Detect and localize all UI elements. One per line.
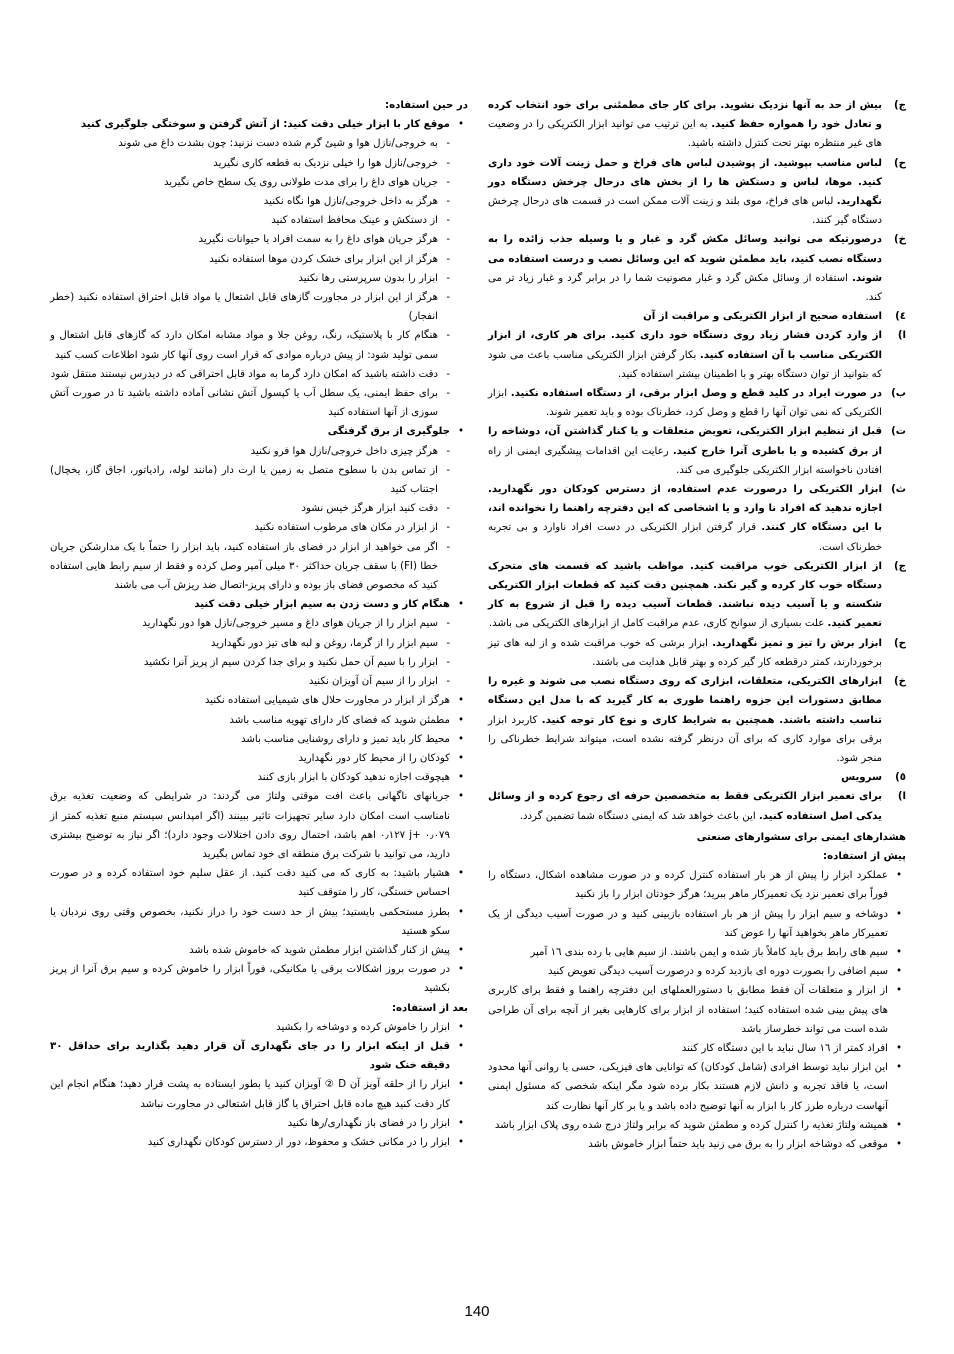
item-marker: خ)	[894, 234, 906, 246]
dash-marker: -	[446, 196, 450, 208]
item-text	[488, 480, 882, 557]
bullet-marker: •	[457, 791, 464, 803]
bullet-marker: •	[895, 946, 902, 958]
dash-marker: -	[446, 234, 450, 246]
item-text	[488, 787, 882, 825]
item-text	[488, 154, 882, 231]
item-body-text: علت بسیاری از سوانح کاری، عدم مراقبت کامل از ابزارهای الکتریکی می باشد.	[488, 618, 828, 630]
bullet-marker: •	[457, 1136, 464, 1148]
bullet-text: مطمئن شوید که فضای کار دارای تهویه مناسب باشد	[229, 714, 450, 726]
dash-text: هرگز از این ابزار برای خشک کردن موها استفاده نکنید	[209, 253, 438, 265]
numbered-item	[488, 307, 906, 326]
bullet-marker: •	[895, 870, 902, 882]
bullet-marker: •	[457, 1021, 464, 1033]
item-body-text: رعایت این اقدامات پیشگیری ایمنی از راه افتادن ناخواسته ابزار الکتریکی جلوگیری می کند.	[488, 445, 882, 476]
dash-item	[50, 211, 468, 230]
bullet-marker: •	[457, 714, 464, 726]
bullet-text: این ابزار نباید توسط افرادی (شامل کودکان) که توانایی های فیزیکی، حسی یا روانی آنها محدود است، یا فاقد تجربه و دانش لازم هستند بکار برده شود مگر اینکه شخصی که مسئول ایمنی آنهاست درباره طرز کار با ابزار به آنها توضیح داده باشد و یا بر کار آنها نظارت کند	[488, 1062, 888, 1112]
dash-text: ابزار را از سیم آن آویزان نکنید	[308, 676, 438, 688]
page-number: 140	[464, 1303, 490, 1320]
item-bold-text: برای تعمیر ابزار الکتریکی فقط به متخصصین حرفه ای رجوع کرده و از وسائل یدکی اصل استفاده کنید.	[488, 791, 882, 822]
bullet-text: جلوگیری از برق گرفتگی	[327, 426, 450, 438]
bullet-marker: •	[457, 964, 464, 976]
bullet-marker: •	[895, 1119, 902, 1131]
bullet-item	[50, 730, 468, 749]
bullet-text: هرگز از ابزار در مجاورت حلال های شیمیایی استفاده نکنید	[204, 695, 450, 707]
dash-marker: -	[446, 272, 450, 284]
dash-item	[50, 538, 468, 596]
dash-text: هنگام کار با پلاستیک، رنگ، روغن جلا و مواد مشابه امکان دارد که گازهای قابل اشتعال و سمی تولید شود: از پیش درباره موادی که قرار است روی آنها کار شود اطلاعات کسب کنید	[50, 330, 438, 361]
item-body-text: ابزار الکتریکی که نمی توان آنها را قطع و وصل کرد، خطرناک بوده و باید تعمیر شوند.	[488, 388, 882, 419]
dash-item	[50, 518, 468, 537]
numbered-item	[488, 787, 906, 825]
numbered-item	[488, 230, 906, 307]
dash-marker: -	[446, 176, 450, 188]
dash-item	[50, 288, 468, 326]
item-bold-text: استفاده صحیح از ابزار الکتریکی و مراقبت از آن	[643, 311, 882, 323]
bullet-item	[50, 903, 468, 941]
numbered-item	[488, 154, 906, 231]
dash-text: خروجی/نازل هوا را خیلی نزدیک به قطعه کاری نگیرید	[213, 157, 438, 169]
left-column	[50, 96, 468, 1152]
item-body-text: این باعث خواهد شد که ایمنی دستگاه شما تضمین گردد.	[519, 810, 759, 822]
item-bold-text: درصورتیکه می توانید وسائل مکش گرد و غبار و یا وسیله جذب زائده را به دستگاه نصب کنید، باید مطمئن شوید که این وسائل نصب و درست استفاده می شوند.	[488, 234, 882, 284]
item-bold-text: لباس مناسب بپوشید. از پوشیدن لباس های فراخ و حمل زینت آلات خود داری کنید. موها، لباس و دستکش ها را از بخش های درحال چرخش دستگاه دور نگهدارید.	[488, 157, 882, 208]
item-text	[488, 634, 882, 672]
item-marker: ب)	[891, 388, 906, 400]
dash-text: دقت داشته باشید که امکان دارد گرما به مواد قابل احتراقی که در دیدرس نیستند منتقل شود	[50, 368, 438, 380]
item-bold-text: ابزار الکتریکی را درصورت عدم استفاده، از دسترس کودکان دور نگهدارید. اجازه ندهید که افراد نا وارد و یا اشخاصی که این دفترچه راهنما را نخوانده اند، با این دستگاه کار کنند.	[488, 484, 882, 534]
item-text	[488, 230, 882, 307]
bullet-marker: •	[457, 1117, 464, 1129]
section-heading: هشدارهای ایمنی برای سشوارهای صنعتی	[696, 831, 906, 843]
bullet-marker: •	[457, 752, 464, 764]
dash-item	[50, 192, 468, 211]
bullet-item	[50, 941, 468, 960]
numbered-item	[488, 634, 906, 672]
dash-item	[50, 365, 468, 384]
item-body-text: قرار گرفتن ابزار الکتریکی در دست افراد ناوارد و بی تجربه خطرناک است.	[488, 522, 882, 553]
dash-marker: -	[446, 656, 450, 668]
dash-text: از ابزار در مکان های مرطوب استفاده نکنید	[254, 522, 438, 534]
dash-marker: -	[446, 330, 450, 342]
numbered-item	[488, 384, 906, 422]
bullet-item	[50, 691, 468, 710]
item-body-text: لباس های فراخ، موی بلند و زینت آلات ممکن است در قسمت های درحال چرخش دستگاه گیر کنند.	[488, 196, 882, 227]
dash-text: هرگز از این ابزار در مجاورت گازهای قابل اشتعال یا مواد قابل احتراق استفاده نکنید (خطر انفجار)	[50, 292, 438, 323]
numbered-item	[488, 557, 906, 634]
bullet-text: ابزار را در فضای باز نگهداری/رها نکنید	[287, 1117, 450, 1129]
numbered-item	[488, 422, 906, 480]
bullet-marker: •	[895, 908, 902, 920]
bullet-text: افراد کمتر از ١٦ سال نباید با این دستگاه کار کنند	[681, 1042, 888, 1054]
item-body-text: کاربرد ابزار برقی برای موارد کاری که برای آن درنظر گرفته نشده است، میتواند شرایط خطرناکی را منجر شود.	[488, 714, 882, 764]
bullet-item	[488, 943, 906, 962]
bullet-item	[50, 1133, 468, 1152]
dash-item	[50, 134, 468, 153]
bullet-item	[488, 1135, 906, 1154]
item-text	[488, 384, 882, 422]
item-text	[488, 672, 882, 768]
dash-marker: -	[446, 464, 450, 476]
bullet-item	[50, 1037, 468, 1075]
bullet-text: سیم اضافی را بصورت دوره ای بازدید کرده و درصورت آسیب دیدگی تعویض کنید	[547, 966, 888, 978]
bullet-item	[488, 1039, 906, 1058]
bullet-text: کودکان را از محیط کار دور نگهدارید	[298, 752, 450, 764]
item-bold-text: در صورت ایراد در کلید قطع و وصل ابزار برقی، از دستگاه استفاده نکنید.	[510, 388, 882, 400]
bullet-marker: •	[457, 1040, 464, 1052]
item-marker: خ)	[894, 676, 906, 688]
bullet-marker: •	[457, 119, 464, 131]
item-marker: ث)	[891, 484, 906, 496]
dash-item	[50, 269, 468, 288]
dash-item	[50, 634, 468, 653]
bullet-text: موقع کار با ابزار خیلی دقت کنید: از آتش گرفتن و سوختگی جلوگیری کنید	[80, 119, 450, 131]
bullet-marker: •	[457, 599, 464, 611]
bullet-marker: •	[457, 906, 464, 918]
dash-text: هرگز جریان هوای داغ را به سمت افراد یا حیوانات نگیرید	[198, 234, 438, 246]
bullet-text: دوشاخه و سیم ابزار را پیش از هر بار استفاده بازبینی کنید و در صورت آسیب دیدگی از یک تعمیرکار ماهر بخواهید آنها را عوض کند	[488, 908, 888, 939]
dash-item	[50, 250, 468, 269]
bullet-text: جریانهای ناگهانی باعث افت موقتی ولتاژ می گردند: در شرایطی که وضعیت تغذیه برق نامناسب است امکان دارد سایر تجهیزات تاثیر ببینند (اگر امپدانس سیستم منبع تغذیه کمتر از ٠٫٠٧٩ +j ٠٫١٢٧ اهم باشد، احتمال روی دادن اختلالات وجود دارد)؛ اگر نیاز به توضیح بیشتری دارید، می توانید با شرکت برق منطقه ای خود تماس بگیرید	[50, 791, 450, 860]
dash-text: از دستکش و عینک محافظ استفاده کنید	[271, 215, 438, 227]
bullet-marker: •	[457, 868, 464, 880]
dash-item	[50, 461, 468, 499]
bullet-marker: •	[457, 772, 464, 784]
dash-text: دقت کنید ابزار هرگز خیس نشود	[301, 503, 438, 515]
dash-marker: -	[446, 157, 450, 169]
item-bold-text: بیش از حد به آنها نزدیک نشوید. برای کار جای مطمئنی برای خود انتخاب کرده و تعادل خود را همواره حفظ کنید.	[488, 100, 882, 131]
bullet-marker: •	[457, 695, 464, 707]
item-text	[488, 96, 882, 154]
bullet-item	[50, 1018, 468, 1037]
item-marker: ح)	[894, 637, 906, 649]
dash-marker: -	[446, 541, 450, 553]
bullet-text: موقعی که دوشاخه ابزار را به برق می زنید باید حتماً ابزار خاموش باشد	[588, 1138, 888, 1150]
bullet-item	[50, 711, 468, 730]
bullet-item	[50, 422, 468, 441]
dash-item	[50, 672, 468, 691]
dash-marker: -	[446, 388, 450, 400]
bullet-marker: •	[895, 985, 902, 997]
dash-item	[50, 653, 468, 672]
bullet-text: قبل از اینکه ابزار را در جای نگهداری آن قرار دهید بگذارید برای حداقل ٣٠ دقیقه خنک شود	[50, 1040, 450, 1072]
bullet-item	[50, 749, 468, 768]
bullet-text: ابزار را از حلقه آویز آن D ② آویزان کنید یا بطور ایستاده به پشت قرار دهید؛ هنگام انجام این کار دقت کنید هیچ ماده قابل احتراق یا گاز قابل اشتعالی در مجاورت نباشد	[50, 1079, 450, 1110]
dash-marker: -	[446, 138, 450, 150]
dash-marker: -	[446, 503, 450, 515]
bullet-text: ابزار را در مکانی خشک و محفوظ، دور از دسترس کودکان نگهداری کنید	[147, 1136, 450, 1148]
dash-text: از تماس بدن با سطوح متصل به زمین یا ارت دار (مانند لوله، رادیاتور، اجاق گاز، یخچال) اجتناب کنید	[50, 464, 438, 496]
bullet-text: سیم های رابط برق باید کاملاً باز شده و ایمن باشند. از سیم هایی با رده بندی ١٦ آمپر	[530, 946, 888, 958]
dash-item	[50, 326, 468, 364]
dash-marker: -	[446, 445, 450, 457]
dash-item	[50, 442, 468, 461]
bullet-item	[50, 115, 468, 134]
item-bold-text: از ابزار الکتریکی خوب مراقبت کنید. مواظب باشید که قسمت های متحرک دستگاه خوب کار کرده و گیر نکند. همچنین دقت کنید که قطعات ابزار الکتریکی شکسته و یا آسیب دیده نباشند. قطعات آسیب دیده را قبل از شروع به کار تعمیر کنید.	[488, 560, 882, 630]
bullet-marker: •	[457, 1079, 464, 1091]
item-marker: ٥)	[895, 772, 906, 784]
bullet-item	[50, 787, 468, 864]
dash-item	[50, 499, 468, 518]
bullet-marker: •	[895, 966, 902, 978]
dash-marker: -	[446, 253, 450, 265]
bullet-item	[488, 866, 906, 904]
dash-marker: -	[446, 215, 450, 227]
item-text	[488, 768, 882, 787]
section-heading: بعد از استفاده:	[391, 1002, 468, 1014]
bullet-text: همیشه ولتاژ تغذیه را کنترل کرده و مطمئن شوید که برابر ولتاژ درج شده روی پلاک ابزار باشد	[494, 1119, 888, 1131]
bullet-text: بطرز مستحکمی بایستید؛ بیش از حد دست خود را دراز نکنید، بخصوص وقتی روی نردبان یا سکو هستید	[50, 906, 450, 937]
right-column	[488, 96, 906, 1154]
item-bold-text: از وارد کردن فشار زیاد روی دستگاه خود داری کنید. برای هر کاری، از ابزار الکتریکی مناسب با آن استفاده کنید.	[488, 330, 882, 361]
bullet-item	[50, 1114, 468, 1133]
bullet-marker: •	[895, 1138, 902, 1150]
item-text	[488, 326, 882, 384]
bullet-marker: •	[457, 944, 464, 956]
dash-marker: -	[446, 676, 450, 688]
item-text	[488, 422, 882, 480]
bullet-text: عملکرد ابزار را پیش از هر بار استفاده کنترل کرده و در صورت مشاهده اشکال، دستگاه را فوراً برای تعمیر نزد یک تعمیرکار ماهر ببرید؛ هرگز خودتان ابزار را باز نکنید	[488, 870, 888, 901]
bullet-item	[488, 962, 906, 981]
numbered-item	[488, 326, 906, 384]
bullet-marker: •	[895, 1042, 902, 1054]
dash-item	[50, 173, 468, 192]
dash-text: سیم ابزار را از جریان هوای داغ و مسیر خروجی/نازل هوا دور نگهدارید	[142, 618, 438, 630]
bullet-item	[50, 1075, 468, 1113]
item-text	[488, 307, 882, 326]
section-subheading: پیش از استفاده:	[823, 850, 906, 862]
bullet-item	[50, 768, 468, 787]
numbered-item	[488, 768, 906, 787]
item-marker: ا)	[897, 791, 906, 803]
bullet-text: هنگام کار و دست زدن به سیم ابزار خیلی دقت کنید	[194, 599, 450, 611]
dash-item	[50, 230, 468, 249]
dash-marker: -	[446, 522, 450, 534]
bullet-item	[488, 1058, 906, 1116]
bullet-text: در صورت بروز اشکالات برقی یا مکانیکی، فوراً ابزار را خاموش کرده و سیم برق آنرا از پریز بکشید	[50, 964, 450, 995]
bullet-item	[50, 595, 468, 614]
item-bold-text: ابزار برش را تیز و تمیز نگهدارید.	[712, 637, 882, 649]
item-marker: ا)	[897, 330, 906, 342]
numbered-item	[488, 672, 906, 768]
bullet-text: از ابزار و متعلقات آن فقط مطابق با دستورالعملهای این دفترچه راهنما و فقط برای کاربری های پیش بینی شده استفاده کنید؛ استفاده از ابزار برای کارهایی بغیر از آنچه برای آن طراحی شده است می تواند خطرساز باشد	[488, 985, 888, 1035]
item-body-text: به این ترتیب می توانید ابزار الکتریکی را در وضعیت های غیر منتظره بهتر تحت کنترل داشته باشید.	[488, 119, 882, 150]
bullet-item	[488, 981, 906, 1039]
item-marker: ج)	[894, 100, 906, 111]
bullet-text: هشیار باشید: به کاری که می کنید دقت کنید. از عقل سلیم خود استفاده کرده و در صورت احساس خستگی، کار را متوقف کنید	[50, 868, 450, 899]
dash-text: سیم ابزار را از گرما، روغن و لبه های تیز دور نگهدارید	[210, 637, 438, 649]
section-heading: در حین استفاده:	[385, 100, 468, 111]
item-marker: ح)	[894, 157, 906, 169]
bullet-marker: •	[457, 426, 464, 438]
dash-marker: -	[446, 637, 450, 649]
bullet-item	[488, 1116, 906, 1135]
item-body-text: ابزار برشی که خوب مراقبت شده و از لبه های تیز برخوردارند، کمتر درقطعه کار گیر کرده و بهتر قابل هدایت می باشند.	[488, 637, 882, 668]
dash-item	[50, 384, 468, 422]
item-body-text: استفاده از وسائل مکش گرد و غبار مصونیت شما را در برابر گرد و غبار زیاد تر می کند.	[488, 272, 882, 304]
item-bold-text: قبل از تنظیم ابزار الکتریکی، تعویض متعلقات و یا کنار گذاشتن آن، دوشاخه را از برق کشیده و یا باطری آنرا خارج کنید.	[488, 426, 882, 457]
item-text	[488, 557, 882, 634]
item-marker: ت)	[891, 426, 906, 438]
dash-text: ابزار را با سیم آن حمل نکنید و برای جدا کردن سیم از پریز آنرا نکشید	[143, 656, 438, 668]
item-marker: ج)	[894, 560, 906, 572]
bullet-text: هیچوقت اجازه ندهید کودکان با ابزار بازی کنند	[257, 772, 450, 784]
dash-text: به خروجی/نازل هوا و شیئ گرم شده دست نزنید: چون بشدت داغ می شوند	[118, 138, 438, 150]
dash-marker: -	[446, 292, 450, 304]
item-bold-text: سرویس	[841, 772, 882, 784]
dash-item	[50, 154, 468, 173]
item-body-text: بکار گرفتن ابزار الکتریکی مناسب باعث می شود که بتوانید از توان دستگاه بهتر و با اطمینان بیشتر استفاده کنید.	[488, 349, 882, 380]
bullet-item	[488, 905, 906, 943]
dash-text: هرگز چیزی داخل خروجی/نازل هوا فرو نکنید	[250, 445, 438, 457]
dash-text: جریان هوای داغ را برای مدت طولانی روی یک سطح خاص نگیرید	[163, 176, 438, 188]
numbered-item	[488, 480, 906, 557]
dash-text: هرگز به داخل خروجی/نازل هوا نگاه نکنید	[263, 196, 438, 208]
dash-text: ابزار را بدون سرپرستی رها نکنید	[298, 272, 438, 284]
bullet-text: پیش از کنار گذاشتن ابزار مطمئن شوید که خاموش شده باشد	[189, 944, 450, 956]
item-marker: ٤)	[895, 311, 906, 323]
bullet-text: محیط کار باید تمیز و دارای روشنایی مناسب باشد	[241, 733, 450, 745]
dash-text: اگر می خواهید از ابزار در فضای باز استفاده کنید، باید ابزار را حتماً با یک مدارشکن جریان خطا (FI) با سقف جریان حداکثر ٣٠ میلی آمپر وصل کرده و فقط از سیم رابط هایی استفاده کنید که مخصوص فضای باز بوده و دارای پریز-اتصال ضد ریزش آب می باشند	[50, 541, 438, 592]
item-bold-text: ابزارهای الکتریکی، متعلقات، ابزاری که روی دستگاه نصب می شوند و غیره را مطابق دستورات این جزوه راهنما طوری به کار گیرید که با مدل این دستگاه تناسب داشته باشند. همچنین به شرایط کاری و نوع کار توجه کنید.	[488, 676, 882, 726]
bullet-item	[50, 864, 468, 902]
dash-item	[50, 614, 468, 633]
bullet-marker: •	[895, 1062, 902, 1074]
numbered-item	[488, 96, 906, 154]
dash-marker: -	[446, 618, 450, 630]
bullet-item	[50, 960, 468, 998]
bullet-marker: •	[457, 733, 464, 745]
dash-marker: -	[446, 368, 450, 380]
dash-text: برای حفظ ایمنی، یک سطل آب یا کپسول آتش نشانی آماده داشته باشید تا در صورت آتش سوزی از آنها استفاده کنید	[50, 388, 438, 419]
bullet-text: ابزار را خاموش کرده و دوشاخه را بکشید	[276, 1021, 450, 1033]
